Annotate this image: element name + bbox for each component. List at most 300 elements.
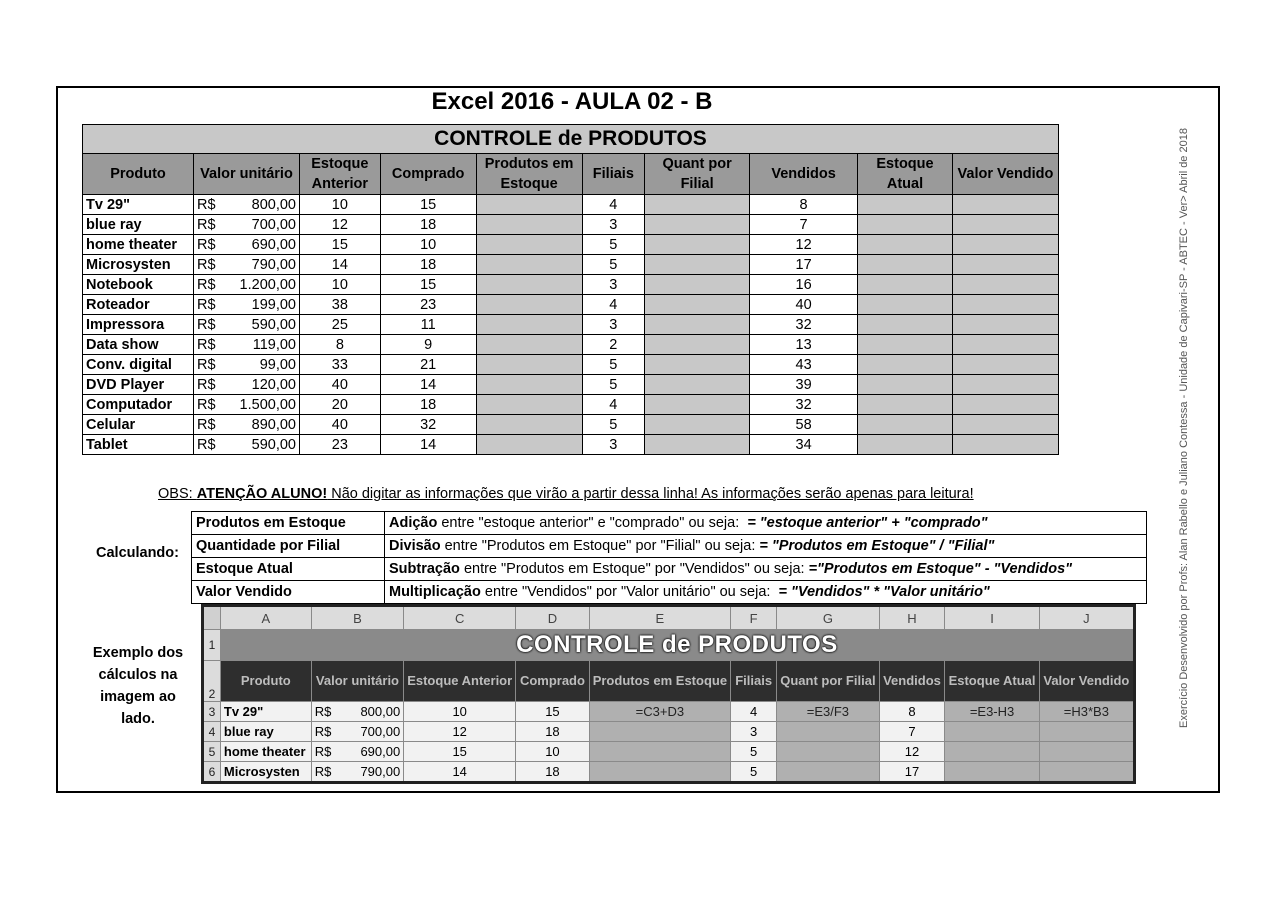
excel-cell-valor[interactable] [311, 762, 403, 783]
cell-filiais: 3 [582, 315, 645, 335]
currency-value [315, 764, 400, 779]
cell-filiais: 5 [582, 375, 645, 395]
excel-cell-produto[interactable]: blue ray [220, 722, 311, 742]
amount: 700,00 [360, 724, 401, 739]
cell-estoque-atual [858, 295, 953, 315]
excel-cell-estoque-atual[interactable] [945, 742, 1039, 762]
column-header: Quant por Filial [645, 154, 750, 195]
cell-estoque-atual [858, 215, 953, 235]
obs-warning: ATENÇÃO ALUNO! [196, 486, 328, 502]
row-number[interactable]: 4 [203, 722, 221, 742]
column-header: Filiais [582, 154, 645, 195]
cell-produtos-em-estoque [476, 415, 582, 435]
cell-valor-vendido [952, 255, 1058, 275]
select-all-corner[interactable] [203, 606, 221, 630]
cell-valor-vendido [952, 395, 1058, 415]
calc-label: Calculando: [96, 545, 179, 561]
excel-cell-estoque[interactable]: 10 [404, 702, 516, 722]
cell-filiais: 4 [582, 195, 645, 215]
column-letter-j[interactable]: J [1039, 606, 1134, 630]
cell-produto: blue ray [83, 215, 194, 235]
calc-operation: Adição [389, 515, 438, 531]
cell-quant-por-filial [645, 295, 750, 315]
cell-filiais: 3 [582, 275, 645, 295]
cell-quant-por-filial [645, 235, 750, 255]
cell-filiais: 5 [582, 255, 645, 275]
cell-quant-por-filial [645, 415, 750, 435]
table-row [83, 375, 1059, 395]
currency-symbol: R$ [314, 704, 332, 719]
calc-key: Produtos em Estoque [192, 512, 385, 535]
excel-data-row [203, 762, 1135, 783]
cell-comprado: 15 [380, 275, 476, 295]
cell-valor-vendido [952, 235, 1058, 255]
calc-row [192, 512, 1147, 535]
cell-produto: Notebook [83, 275, 194, 295]
amount: 1.500,00 [239, 396, 296, 413]
excel-cell-estoque-atual[interactable] [945, 762, 1039, 783]
currency-symbol: R$ [197, 376, 216, 393]
excel-header-cell[interactable]: Quant por Filial [777, 661, 879, 702]
currency-value [197, 217, 296, 233]
calc-description [385, 558, 1147, 581]
calc-operation: Subtração [389, 561, 460, 577]
amount: 790,00 [360, 764, 401, 779]
cell-vendidos: 17 [750, 255, 858, 275]
excel-header-cell[interactable]: Produto [220, 661, 311, 702]
excel-cell-valor-vendido[interactable]: =H3*B3 [1039, 702, 1134, 722]
column-letter-b[interactable]: B [311, 606, 403, 630]
cell-valor-unitario [194, 235, 300, 255]
currency-symbol: R$ [197, 216, 216, 233]
cell-estoque-anterior: 12 [299, 215, 380, 235]
amount: 800,00 [360, 704, 401, 719]
calc-formula: ="Produtos em Estoque" - "Vendidos" [808, 561, 1073, 577]
calc-description [385, 535, 1147, 558]
cell-produtos-em-estoque [476, 335, 582, 355]
cell-produtos-em-estoque [476, 235, 582, 255]
cell-valor-vendido [952, 315, 1058, 335]
cell-comprado: 18 [380, 255, 476, 275]
currency-value [197, 277, 296, 293]
currency-symbol: R$ [197, 236, 216, 253]
cell-produtos-em-estoque [476, 355, 582, 375]
cell-valor-unitario [194, 355, 300, 375]
currency-symbol: R$ [197, 256, 216, 273]
cell-quant-por-filial [645, 435, 750, 455]
side-credit [1178, 100, 1194, 756]
column-letter-h[interactable]: H [879, 606, 945, 630]
calc-text: entre "Produtos em Estoque" por "Filial" ou seja: [440, 538, 760, 554]
excel-header-cell[interactable]: Estoque Anterior [404, 661, 516, 702]
excel-header-cell[interactable]: Valor Vendido [1039, 661, 1134, 702]
cell-valor-unitario [194, 415, 300, 435]
cell-comprado: 10 [380, 235, 476, 255]
cell-produtos-em-estoque [476, 435, 582, 455]
cell-filiais: 5 [582, 415, 645, 435]
calc-row [192, 558, 1147, 581]
page-title: Excel 2016 - AULA 02 - B [431, 88, 713, 115]
cell-vendidos: 16 [750, 275, 858, 295]
currency-value [197, 357, 296, 373]
amount: 199,00 [251, 296, 296, 313]
calc-formula: = "Vendidos" * "Valor unitário" [778, 584, 990, 600]
column-header: Produto [83, 154, 194, 195]
excel-data-row [203, 742, 1135, 762]
calc-text: entre "Produtos em Estoque" por "Vendidos" ou seja: [459, 561, 809, 577]
cell-filiais: 4 [582, 295, 645, 315]
cell-estoque-anterior: 38 [299, 295, 380, 315]
cell-estoque-anterior: 8 [299, 335, 380, 355]
cell-valor-unitario [194, 335, 300, 355]
currency-symbol: R$ [197, 316, 216, 333]
cell-vendidos: 32 [750, 315, 858, 335]
cell-valor-vendido [952, 215, 1058, 235]
column-letter-c[interactable]: C [404, 606, 516, 630]
cell-estoque-atual [858, 395, 953, 415]
column-letter-i[interactable]: I [945, 606, 1039, 630]
cell-valor-unitario [194, 215, 300, 235]
excel-header-cell[interactable]: Valor unitário [311, 661, 403, 702]
currency-value [197, 397, 296, 413]
excel-cell-estoque[interactable]: 12 [404, 722, 516, 742]
cell-valor-vendido [952, 355, 1058, 375]
amount: 1.200,00 [239, 276, 296, 293]
excel-cell-produtos-em-estoque[interactable] [589, 722, 730, 742]
table-row [83, 315, 1059, 335]
calc-key: Estoque Atual [192, 558, 385, 581]
cell-estoque-anterior: 10 [299, 275, 380, 295]
calc-formula: = "estoque anterior" + "comprado" [747, 515, 988, 531]
cell-valor-vendido [952, 435, 1058, 455]
example-label [88, 642, 188, 730]
excel-cell-valor-vendido[interactable] [1039, 722, 1134, 742]
cell-vendidos: 32 [750, 395, 858, 415]
excel-cell-valor[interactable] [311, 742, 403, 762]
excel-cell-filiais[interactable]: 3 [731, 722, 777, 742]
cell-valor-unitario [194, 375, 300, 395]
cell-produtos-em-estoque [476, 395, 582, 415]
table-row [83, 255, 1059, 275]
currency-symbol: R$ [197, 396, 216, 413]
column-letter-f[interactable]: F [731, 606, 777, 630]
cell-produto: Tablet [83, 435, 194, 455]
cell-produto: home theater [83, 235, 194, 255]
excel-cell-comprado[interactable]: 15 [516, 702, 590, 722]
table-row [83, 235, 1059, 255]
currency-value [197, 437, 296, 453]
cell-estoque-atual [858, 435, 953, 455]
column-letter-d[interactable]: D [516, 606, 590, 630]
cell-filiais: 5 [582, 235, 645, 255]
cell-comprado: 18 [380, 395, 476, 415]
amount: 119,00 [252, 336, 296, 353]
cell-estoque-atual [858, 415, 953, 435]
excel-cell-produto[interactable]: Microsysten [220, 762, 311, 783]
cell-estoque-atual [858, 355, 953, 375]
table-row [83, 195, 1059, 215]
amount: 890,00 [251, 416, 296, 433]
excel-header-cell[interactable]: Comprado [516, 661, 590, 702]
excel-cell-quant-por-filial[interactable] [777, 742, 879, 762]
cell-produtos-em-estoque [476, 315, 582, 335]
table-row [83, 415, 1059, 435]
cell-valor-unitario [194, 255, 300, 275]
cell-quant-por-filial [645, 195, 750, 215]
calc-operation: Multiplicação [389, 584, 481, 600]
excel-row-1 [203, 630, 1135, 661]
column-header: Valor Vendido [952, 154, 1058, 195]
currency-value [197, 197, 296, 213]
excel-row-2 [203, 661, 1135, 702]
excel-cell-valor-vendido[interactable] [1039, 742, 1134, 762]
table-row [83, 275, 1059, 295]
excel-data-row [203, 702, 1135, 722]
cell-comprado: 23 [380, 295, 476, 315]
cell-quant-por-filial [645, 255, 750, 275]
amount: 590,00 [251, 436, 296, 453]
cell-estoque-anterior: 25 [299, 315, 380, 335]
cell-vendidos: 39 [750, 375, 858, 395]
excel-header-cell[interactable]: Estoque Atual [945, 661, 1039, 702]
excel-cell-estoque[interactable]: 14 [404, 762, 516, 783]
cell-produto: Celular [83, 415, 194, 435]
row-number[interactable]: 6 [203, 762, 221, 783]
cell-valor-vendido [952, 375, 1058, 395]
cell-valor-unitario [194, 275, 300, 295]
currency-value [315, 704, 400, 719]
cell-valor-unitario [194, 295, 300, 315]
cell-quant-por-filial [645, 395, 750, 415]
excel-cell-quant-por-filial[interactable] [777, 722, 879, 742]
cell-valor-vendido [952, 415, 1058, 435]
cell-vendidos: 7 [750, 215, 858, 235]
excel-cell-vendidos[interactable]: 8 [879, 702, 945, 722]
cell-vendidos: 58 [750, 415, 858, 435]
column-letter-e[interactable]: E [589, 606, 730, 630]
cell-comprado: 32 [380, 415, 476, 435]
cell-estoque-anterior: 14 [299, 255, 380, 275]
side-credit-text: Exercício Desenvolvido por Profs: Alan Rabello e Juliano Contessa - Unidade de Capivari-SP - ABTEC - Ver> Abril de 2018 [1178, 128, 1190, 728]
cell-filiais: 5 [582, 355, 645, 375]
example-label-line: cálculos na [98, 667, 178, 683]
cell-filiais: 3 [582, 435, 645, 455]
calc-row [192, 535, 1147, 558]
cell-estoque-anterior: 23 [299, 435, 380, 455]
excel-cell-filiais[interactable]: 5 [731, 762, 777, 783]
cell-vendidos: 40 [750, 295, 858, 315]
excel-cell-valor[interactable] [311, 722, 403, 742]
excel-example [201, 604, 1136, 784]
cell-vendidos: 12 [750, 235, 858, 255]
cell-valor-vendido [952, 195, 1058, 215]
example-label-line: Exemplo dos [92, 645, 184, 661]
cell-estoque-atual [858, 335, 953, 355]
calc-row [192, 581, 1147, 604]
excel-header-cell[interactable]: Filiais [731, 661, 777, 702]
column-letter-g[interactable]: G [777, 606, 879, 630]
cell-produto: Roteador [83, 295, 194, 315]
cell-quant-por-filial [645, 275, 750, 295]
excel-cell-comprado[interactable]: 18 [516, 762, 590, 783]
table-row [83, 215, 1059, 235]
cell-estoque-anterior: 20 [299, 395, 380, 415]
amount: 690,00 [360, 744, 401, 759]
excel-cell-comprado[interactable]: 10 [516, 742, 590, 762]
cell-vendidos: 43 [750, 355, 858, 375]
column-header: Comprado [380, 154, 476, 195]
column-header: Estoque Atual [858, 154, 953, 195]
cell-comprado: 21 [380, 355, 476, 375]
cell-comprado: 9 [380, 335, 476, 355]
obs-prefix: OBS: [158, 486, 197, 502]
excel-cell-valor[interactable] [311, 702, 403, 722]
column-letter-a[interactable]: A [220, 606, 311, 630]
cell-filiais: 3 [582, 215, 645, 235]
currency-symbol: R$ [197, 436, 216, 453]
excel-cell-valor-vendido[interactable] [1039, 762, 1134, 783]
cell-estoque-atual [858, 275, 953, 295]
excel-cell-estoque-atual[interactable] [945, 722, 1039, 742]
cell-vendidos: 34 [750, 435, 858, 455]
column-header: Vendidos [750, 154, 858, 195]
cell-comprado: 11 [380, 315, 476, 335]
cell-vendidos: 8 [750, 195, 858, 215]
excel-cell-vendidos[interactable]: 12 [879, 742, 945, 762]
cell-comprado: 15 [380, 195, 476, 215]
row-number[interactable]: 5 [203, 742, 221, 762]
cell-produtos-em-estoque [476, 255, 582, 275]
amount: 690,00 [251, 236, 296, 253]
currency-value [197, 337, 296, 353]
amount: 800,00 [251, 196, 296, 213]
excel-cell-comprado[interactable]: 18 [516, 722, 590, 742]
calc-key: Valor Vendido [192, 581, 385, 604]
excel-cell-produtos-em-estoque[interactable] [589, 742, 730, 762]
obs-text: Não digitar as informações que virão a partir dessa linha! As informações serão apenas para leitura! [327, 486, 974, 502]
excel-cell-quant-por-filial[interactable]: =E3/F3 [777, 702, 879, 722]
amount: 700,00 [251, 216, 296, 233]
excel-cell-produtos-em-estoque[interactable]: =C3+D3 [589, 702, 730, 722]
excel-header-cell[interactable]: Produtos em Estoque [589, 661, 730, 702]
calc-text: entre "Vendidos" por "Valor unitário" ou seja: [480, 584, 779, 600]
calc-description [385, 512, 1147, 535]
currency-value [315, 724, 400, 739]
cell-valor-vendido [952, 275, 1058, 295]
excel-cell-vendidos[interactable]: 17 [879, 762, 945, 783]
cell-estoque-anterior: 15 [299, 235, 380, 255]
cell-filiais: 2 [582, 335, 645, 355]
currency-symbol: R$ [314, 744, 332, 759]
cell-estoque-anterior: 33 [299, 355, 380, 375]
row-number[interactable]: 1 [203, 630, 221, 661]
cell-produtos-em-estoque [476, 275, 582, 295]
cell-estoque-atual [858, 235, 953, 255]
cell-valor-unitario [194, 195, 300, 215]
currency-value [197, 317, 296, 333]
table-row [83, 395, 1059, 415]
currency-symbol: R$ [197, 336, 216, 353]
cell-vendidos: 13 [750, 335, 858, 355]
excel-cell-estoque-atual[interactable]: =E3-H3 [945, 702, 1039, 722]
row-number[interactable]: 2 [203, 661, 221, 702]
row-number[interactable]: 3 [203, 702, 221, 722]
calc-text: entre "estoque anterior" e "comprado" ou seja: [437, 515, 748, 531]
currency-value [197, 297, 296, 313]
table-header-row [83, 154, 1059, 195]
currency-value [197, 377, 296, 393]
cell-produtos-em-estoque [476, 375, 582, 395]
excel-cell-filiais[interactable]: 5 [731, 742, 777, 762]
currency-symbol: R$ [197, 276, 216, 293]
currency-symbol: R$ [197, 296, 216, 313]
products-table [82, 124, 1059, 455]
example-label-line: lado. [121, 711, 155, 727]
calc-operation: Divisão [389, 538, 441, 554]
currency-value [315, 744, 400, 759]
cell-valor-vendido [952, 335, 1058, 355]
cell-estoque-atual [858, 375, 953, 395]
cell-estoque-anterior: 40 [299, 375, 380, 395]
cell-produto: Conv. digital [83, 355, 194, 375]
cell-produto: Tv 29" [83, 195, 194, 215]
excel-cell-produto[interactable]: home theater [220, 742, 311, 762]
example-label-line: imagem ao [100, 689, 176, 705]
table-caption: CONTROLE de PRODUTOS [83, 125, 1059, 154]
cell-produto: Microsysten [83, 255, 194, 275]
amount: 790,00 [251, 256, 296, 273]
excel-cell-produto[interactable]: Tv 29" [220, 702, 311, 722]
cell-filiais: 4 [582, 395, 645, 415]
excel-cell-filiais[interactable]: 4 [731, 702, 777, 722]
excel-cell-quant-por-filial[interactable] [777, 762, 879, 783]
table-row [83, 355, 1059, 375]
amount: 590,00 [251, 316, 296, 333]
currency-symbol: R$ [314, 724, 332, 739]
column-header: Estoque Anterior [299, 154, 380, 195]
cell-estoque-atual [858, 195, 953, 215]
cell-comprado: 14 [380, 375, 476, 395]
cell-produtos-em-estoque [476, 215, 582, 235]
excel-cell-produtos-em-estoque[interactable] [589, 762, 730, 783]
currency-value [197, 257, 296, 273]
currency-symbol: R$ [314, 764, 332, 779]
excel-cell-estoque[interactable]: 15 [404, 742, 516, 762]
cell-valor-unitario [194, 435, 300, 455]
currency-symbol: R$ [197, 196, 216, 213]
calc-table [191, 511, 1147, 604]
calc-formula: = "Produtos em Estoque" / "Filial" [759, 538, 995, 554]
calc-key: Quantidade por Filial [192, 535, 385, 558]
column-header: Valor unitário [194, 154, 300, 195]
calc-description [385, 581, 1147, 604]
cell-estoque-atual [858, 315, 953, 335]
cell-quant-por-filial [645, 315, 750, 335]
excel-cell-vendidos[interactable]: 7 [879, 722, 945, 742]
cell-estoque-anterior: 40 [299, 415, 380, 435]
cell-comprado: 18 [380, 215, 476, 235]
currency-symbol: R$ [197, 416, 216, 433]
excel-caption: CONTROLE de PRODUTOS [220, 630, 1134, 661]
cell-produto: Data show [83, 335, 194, 355]
cell-estoque-anterior: 10 [299, 195, 380, 215]
excel-data-row [203, 722, 1135, 742]
cell-quant-por-filial [645, 215, 750, 235]
excel-header-cell[interactable]: Vendidos [879, 661, 945, 702]
column-header: Produtos em Estoque [476, 154, 582, 195]
currency-symbol: R$ [197, 356, 216, 373]
cell-valor-unitario [194, 315, 300, 335]
